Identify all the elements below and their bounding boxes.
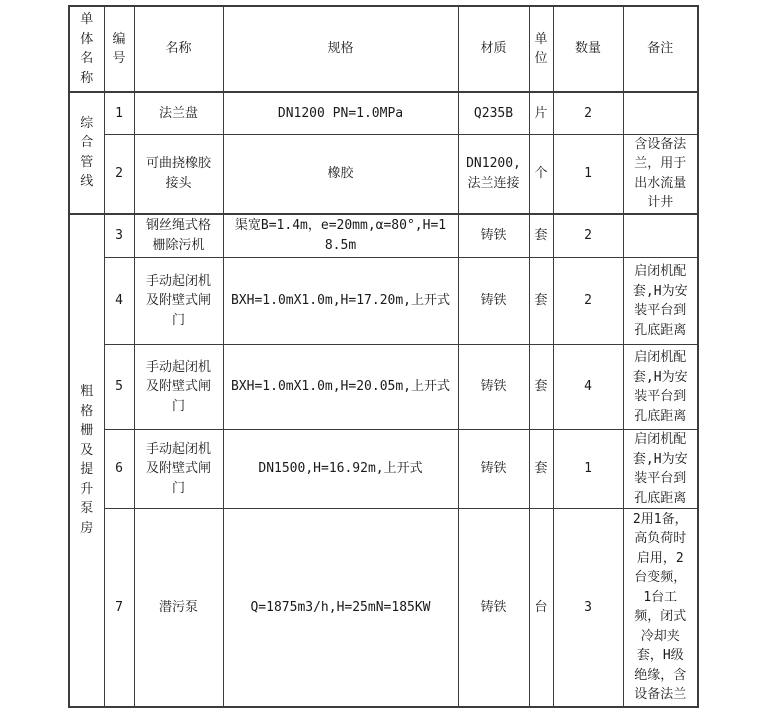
equipment-table	[68, 5, 699, 708]
cell-remark: 2用1备，高负荷时启用，2台变频，1台工频，闭式冷却夹套，H级绝缘，含设备法兰	[623, 509, 698, 707]
table-row	[69, 430, 698, 509]
cell-name: 手动起闭机及附壁式闸门	[134, 430, 223, 509]
cell-unit: 套	[529, 345, 553, 430]
header-row	[69, 6, 698, 92]
cell-spec: DN1500,H=16.92m,上开式	[223, 430, 458, 509]
column-header-unit-name-label: 单体名称	[80, 12, 94, 86]
cell-remark: 含设备法兰，用于出水流量计井	[623, 134, 698, 214]
table-row	[69, 258, 698, 345]
group-label-cell-2	[69, 214, 104, 707]
table-row	[69, 345, 698, 430]
table-row	[69, 134, 698, 214]
cell-unit: 片	[529, 92, 553, 134]
table-row	[69, 509, 698, 707]
cell-material: 铸铁	[458, 509, 529, 707]
cell-name: 钢丝绳式格栅除污机	[134, 214, 223, 258]
cell-remark	[623, 214, 698, 258]
cell-spec: Q=1875m3/h,H=25mN=185KW	[223, 509, 458, 707]
cell-name: 法兰盘	[134, 92, 223, 134]
cell-qty: 4	[553, 345, 623, 430]
cell-material: 铸铁	[458, 345, 529, 430]
column-header-spec: 规格	[223, 6, 458, 92]
cell-no: 2	[104, 134, 134, 214]
cell-material: Q235B	[458, 92, 529, 134]
column-header-material: 材质	[458, 6, 529, 92]
cell-no: 3	[104, 214, 134, 258]
cell-unit: 套	[529, 258, 553, 345]
cell-qty: 3	[553, 509, 623, 707]
column-header-unit-name	[69, 6, 104, 92]
cell-spec: 橡胶	[223, 134, 458, 214]
column-header-unit	[529, 6, 553, 92]
cell-unit: 套	[529, 430, 553, 509]
cell-material: DN1200,法兰连接	[458, 134, 529, 214]
cell-name: 可曲挠橡胶接头	[134, 134, 223, 214]
cell-remark	[623, 92, 698, 134]
cell-no: 4	[104, 258, 134, 345]
group-label-cell-1	[69, 92, 104, 214]
document-sheet	[68, 5, 699, 708]
cell-spec: BXH=1.0mX1.0m,H=20.05m,上开式	[223, 345, 458, 430]
column-header-no-label: 编号	[112, 31, 126, 66]
table-row	[69, 92, 698, 134]
cell-name: 手动起闭机及附壁式闸门	[134, 345, 223, 430]
table-row	[69, 214, 698, 258]
cell-no: 7	[104, 509, 134, 707]
cell-no: 1	[104, 92, 134, 134]
cell-qty: 2	[553, 92, 623, 134]
cell-material: 铸铁	[458, 214, 529, 258]
column-header-no	[104, 6, 134, 92]
cell-material: 铸铁	[458, 258, 529, 345]
cell-spec: 渠宽B=1.4m，e=20mm,α=80°,H=18.5m	[223, 214, 458, 258]
group-label-2: 粗格栅及提升泵房	[80, 384, 94, 536]
cell-remark: 启闭机配套,H为安装平台到孔底距离	[623, 258, 698, 345]
cell-name: 潜污泵	[134, 509, 223, 707]
group-label-1: 综合管线	[80, 115, 94, 190]
cell-spec: BXH=1.0mX1.0m,H=17.20m,上开式	[223, 258, 458, 345]
cell-no: 6	[104, 430, 134, 509]
cell-remark: 启闭机配套,H为安装平台到孔底距离	[623, 430, 698, 509]
cell-spec: DN1200 PN=1.0MPa	[223, 92, 458, 134]
column-header-unit-label: 单位	[534, 31, 548, 66]
cell-no: 5	[104, 345, 134, 430]
column-header-remark: 备注	[623, 6, 698, 92]
cell-qty: 1	[553, 134, 623, 214]
column-header-qty: 数量	[553, 6, 623, 92]
cell-material: 铸铁	[458, 430, 529, 509]
cell-unit: 个	[529, 134, 553, 214]
cell-qty: 2	[553, 214, 623, 258]
cell-remark: 启闭机配套,H为安装平台到孔底距离	[623, 345, 698, 430]
cell-name: 手动起闭机及附壁式闸门	[134, 258, 223, 345]
cell-qty: 2	[553, 258, 623, 345]
cell-unit: 套	[529, 214, 553, 258]
cell-qty: 1	[553, 430, 623, 509]
column-header-name: 名称	[134, 6, 223, 92]
cell-unit: 台	[529, 509, 553, 707]
